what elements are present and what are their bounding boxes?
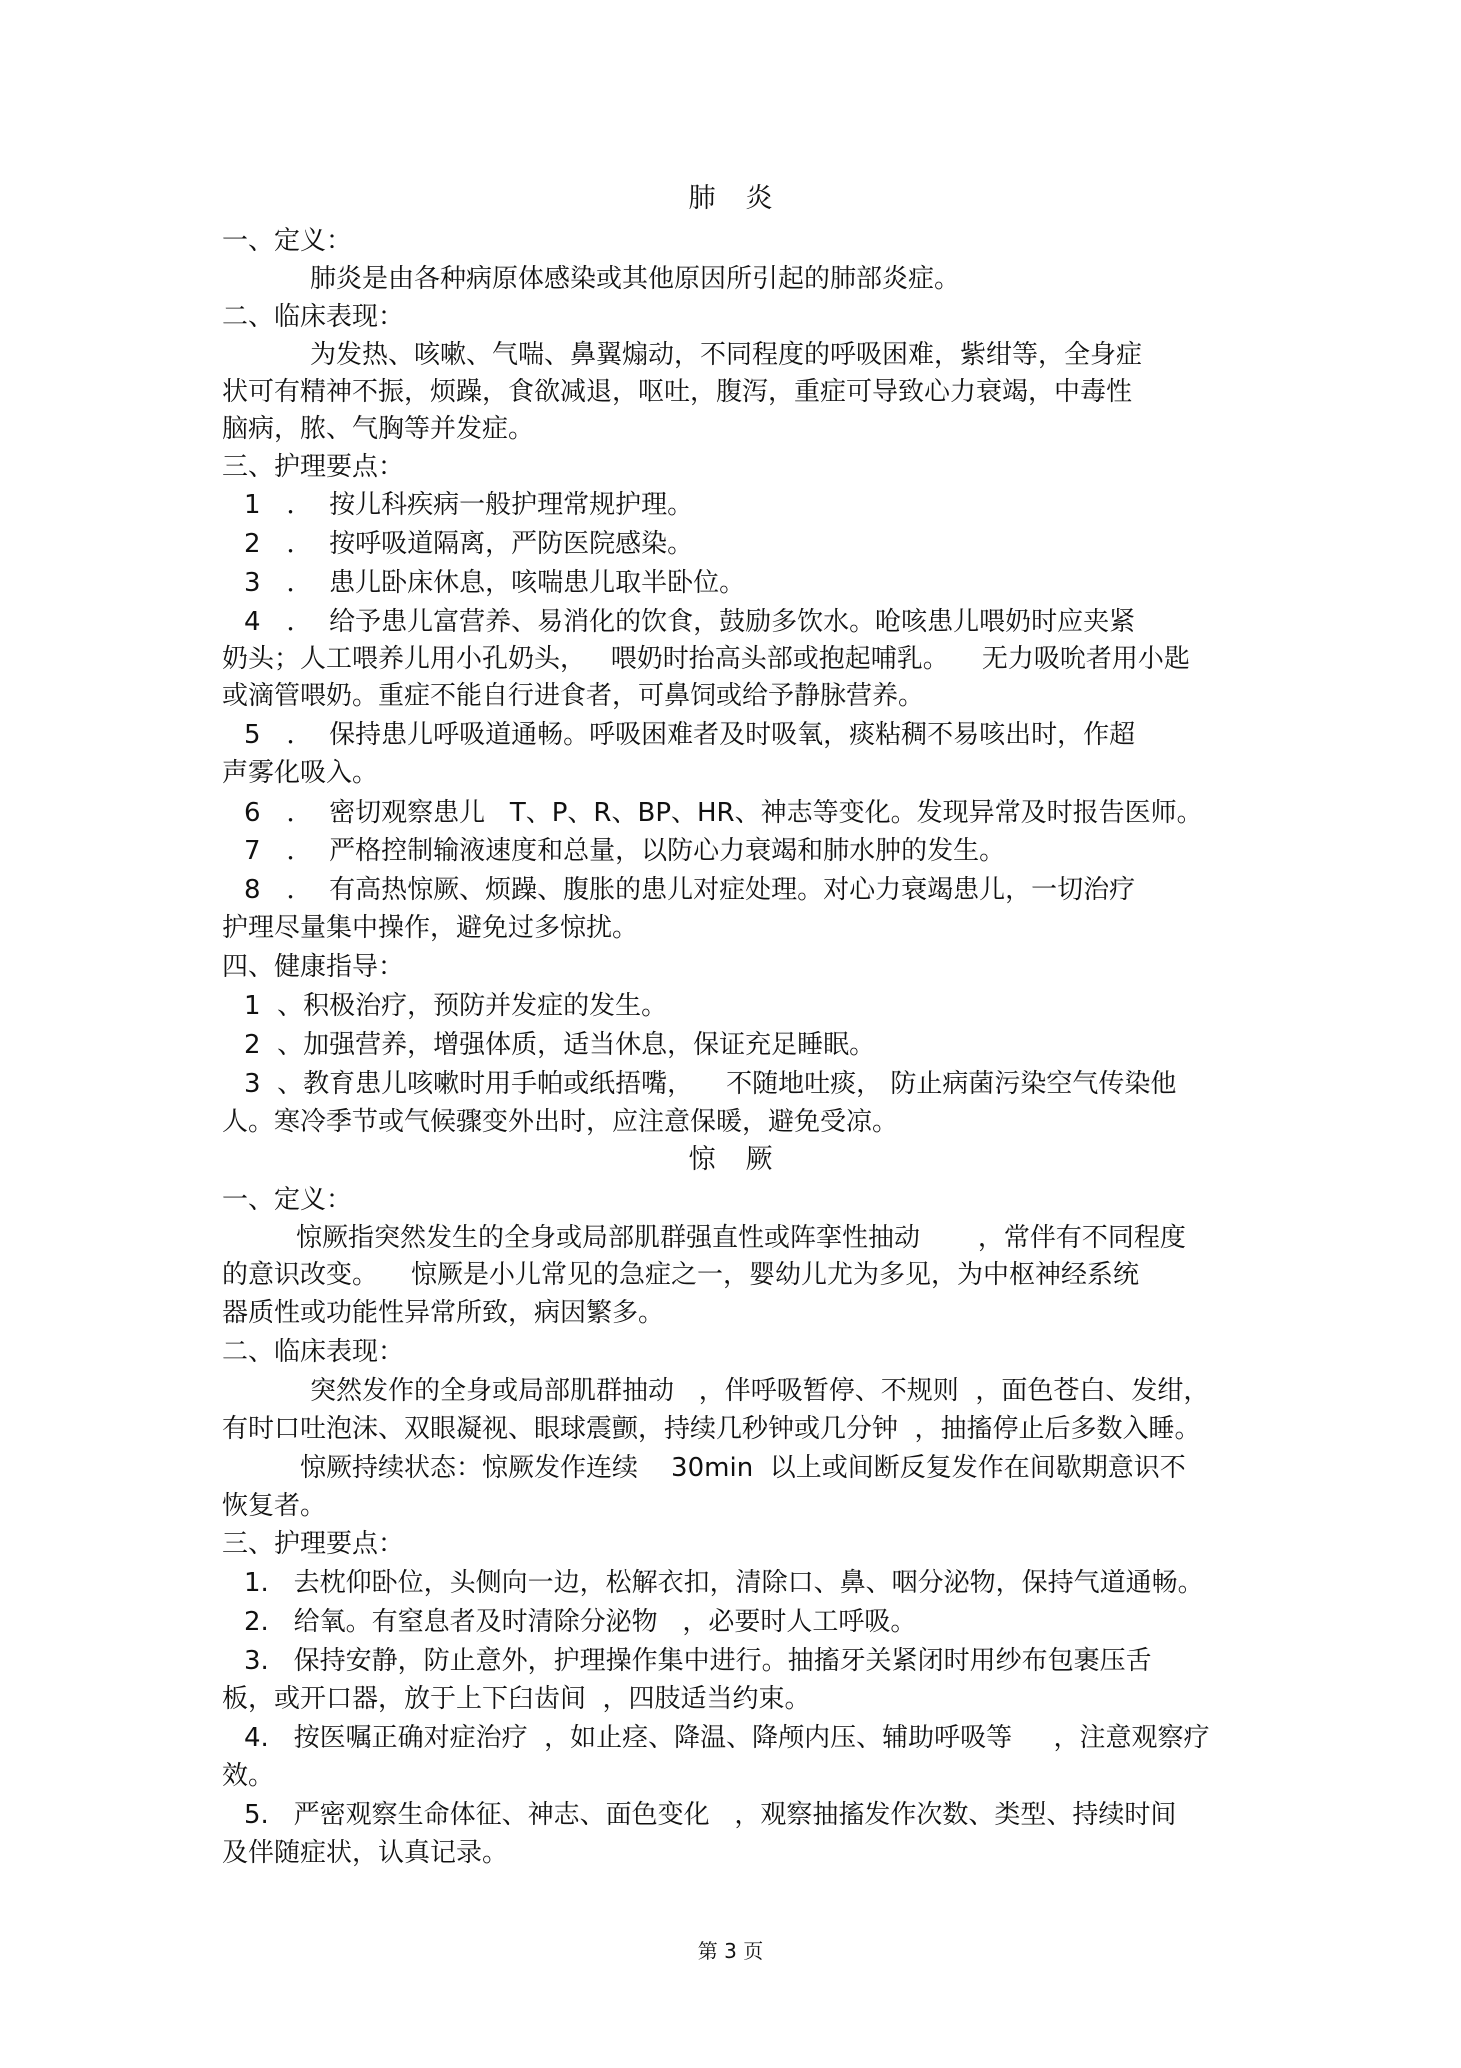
clinical-line: 突然发作的全身或局部肌群抽动 ，伴呼吸暂停、不规则 ，面色苍白、发绀， xyxy=(310,1376,1210,1406)
care-item: 3 ． 患儿卧床休息，咳喘患儿取半卧位。 xyxy=(244,568,746,598)
care-item-continued: 或滴管喂奶。重症不能自行进食者，可鼻饲或给予静脉营养。 xyxy=(222,681,925,711)
section-title-pneumonia: 肺炎 xyxy=(688,183,803,214)
heading-care: 三、护理要点： xyxy=(222,1529,405,1559)
care-item: 7 ． 严格控制输液速度和总量，以防心力衰竭和肺水肿的发生。 xyxy=(244,836,1006,866)
care-item: 6 ． 密切观察患儿 T、P、R、BP、HR、神志等变化。发现异常及时报告医师。 xyxy=(244,798,1203,828)
care-item: 8 ． 有高热惊厥、烦躁、腹胀的患儿对症处理。对心力衰竭患儿，一切治疗 xyxy=(244,875,1136,905)
definition-text: 器质性或功能性异常所致，病因繁多。 xyxy=(222,1298,665,1328)
heading-care: 三、护理要点： xyxy=(222,452,405,482)
care-item: 1. 去枕仰卧位，头侧向一边，松解衣扣，清除口、鼻、咽分泌物，保持气道通畅。 xyxy=(244,1568,1204,1598)
definition-text: 肺炎是由各种病原体感染或其他原因所引起的肺部炎症。 xyxy=(310,264,961,294)
care-item: 1 ． 按儿科疾病一般护理常规护理。 xyxy=(244,490,694,520)
care-item: 4. 按医嘱正确对症治疗 ，如止痉、降温、降颅内压、辅助呼吸等 ，注意观察疗 xyxy=(244,1723,1210,1753)
clinical-line: 脑病，脓、气胸等并发症。 xyxy=(222,414,535,444)
care-item-continued: 奶头；人工喂养儿用小孔奶头， 喂奶时抬高头部或抱起哺乳。 无力吸吮者用小匙 xyxy=(222,644,1190,674)
heading-clinical: 二、临床表现： xyxy=(222,302,405,332)
clinical-line: 恢复者。 xyxy=(222,1491,327,1521)
heading-health: 四、健康指导： xyxy=(222,952,405,982)
care-item: 3. 保持安静，防止意外，护理操作集中进行。抽搐牙关紧闭时用纱布包裹压舌 xyxy=(244,1646,1152,1676)
health-item: 1 、积极治疗，预防并发症的发生。 xyxy=(244,991,668,1021)
care-item: 5. 严密观察生命体征、神志、面色变化 ，观察抽搐发作次数、类型、持续时间 xyxy=(244,1800,1177,1830)
heading-clinical: 二、临床表现： xyxy=(222,1337,405,1367)
health-item-continued: 人。寒冷季节或气候骤变外出时，应注意保暖，避免受凉。 xyxy=(222,1107,899,1137)
heading-definition: 一、定义： xyxy=(222,1185,353,1215)
care-item: 5 ． 保持患儿呼吸道通畅。呼吸困难者及时吸氧，痰粘稠不易咳出时，作超 xyxy=(244,720,1136,750)
clinical-line: 状可有精神不振，烦躁，食欲减退，呕吐，腹泻，重症可导致心力衰竭，中毒性 xyxy=(222,377,1133,407)
definition-text: 的意识改变。 惊厥是小儿常见的急症之一，婴幼儿尤为多见，为中枢神经系统 xyxy=(222,1260,1140,1290)
definition-text: 惊厥指突然发生的全身或局部肌群强直性或阵挛性抽动 ，常伴有不同程度 xyxy=(296,1223,1186,1253)
clinical-line: 为发热、咳嗽、气喘、鼻翼煽动，不同程度的呼吸困难，紫绀等，全身症 xyxy=(310,340,1143,370)
clinical-line: 惊厥持续状态：惊厥发作连续 30min 以上或间断反复发作在间歇期意识不 xyxy=(300,1453,1186,1483)
health-item: 3 、教育患儿咳嗽时用手帕或纸捂嘴， 不随地吐痰， 防止病菌污染空气传染他 xyxy=(244,1069,1177,1099)
heading-definition: 一、定义： xyxy=(222,226,353,256)
care-item-continued: 声雾化吸入。 xyxy=(222,758,379,788)
care-item-continued: 效。 xyxy=(222,1761,275,1791)
section-title-convulsion: 惊厥 xyxy=(688,1144,803,1175)
care-item-continued: 护理尽量集中操作，避免过多惊扰。 xyxy=(222,913,639,943)
care-item: 2. 给氧。有窒息者及时清除分泌物 ，必要时人工呼吸。 xyxy=(244,1607,917,1637)
care-item: 2 ． 按呼吸道隔离，严防医院感染。 xyxy=(244,529,694,559)
clinical-line: 有时口吐泡沫、双眼凝视、眼球震颤，持续几秒钟或几分钟 ，抽搐停止后多数入睡。 xyxy=(222,1414,1201,1444)
health-item: 2 、加强营养，增强体质，适当休息，保证充足睡眠。 xyxy=(244,1030,876,1060)
care-item-continued: 及伴随症状，认真记录。 xyxy=(222,1838,509,1868)
page-number: 第 3 页 xyxy=(697,1939,764,1963)
care-item-continued: 板，或开口器，放于上下臼齿间 ，四肢适当约束。 xyxy=(222,1684,811,1714)
care-item: 4 ． 给予患儿富营养、易消化的饮食，鼓励多饮水。呛咳患儿喂奶时应夹紧 xyxy=(244,607,1136,637)
